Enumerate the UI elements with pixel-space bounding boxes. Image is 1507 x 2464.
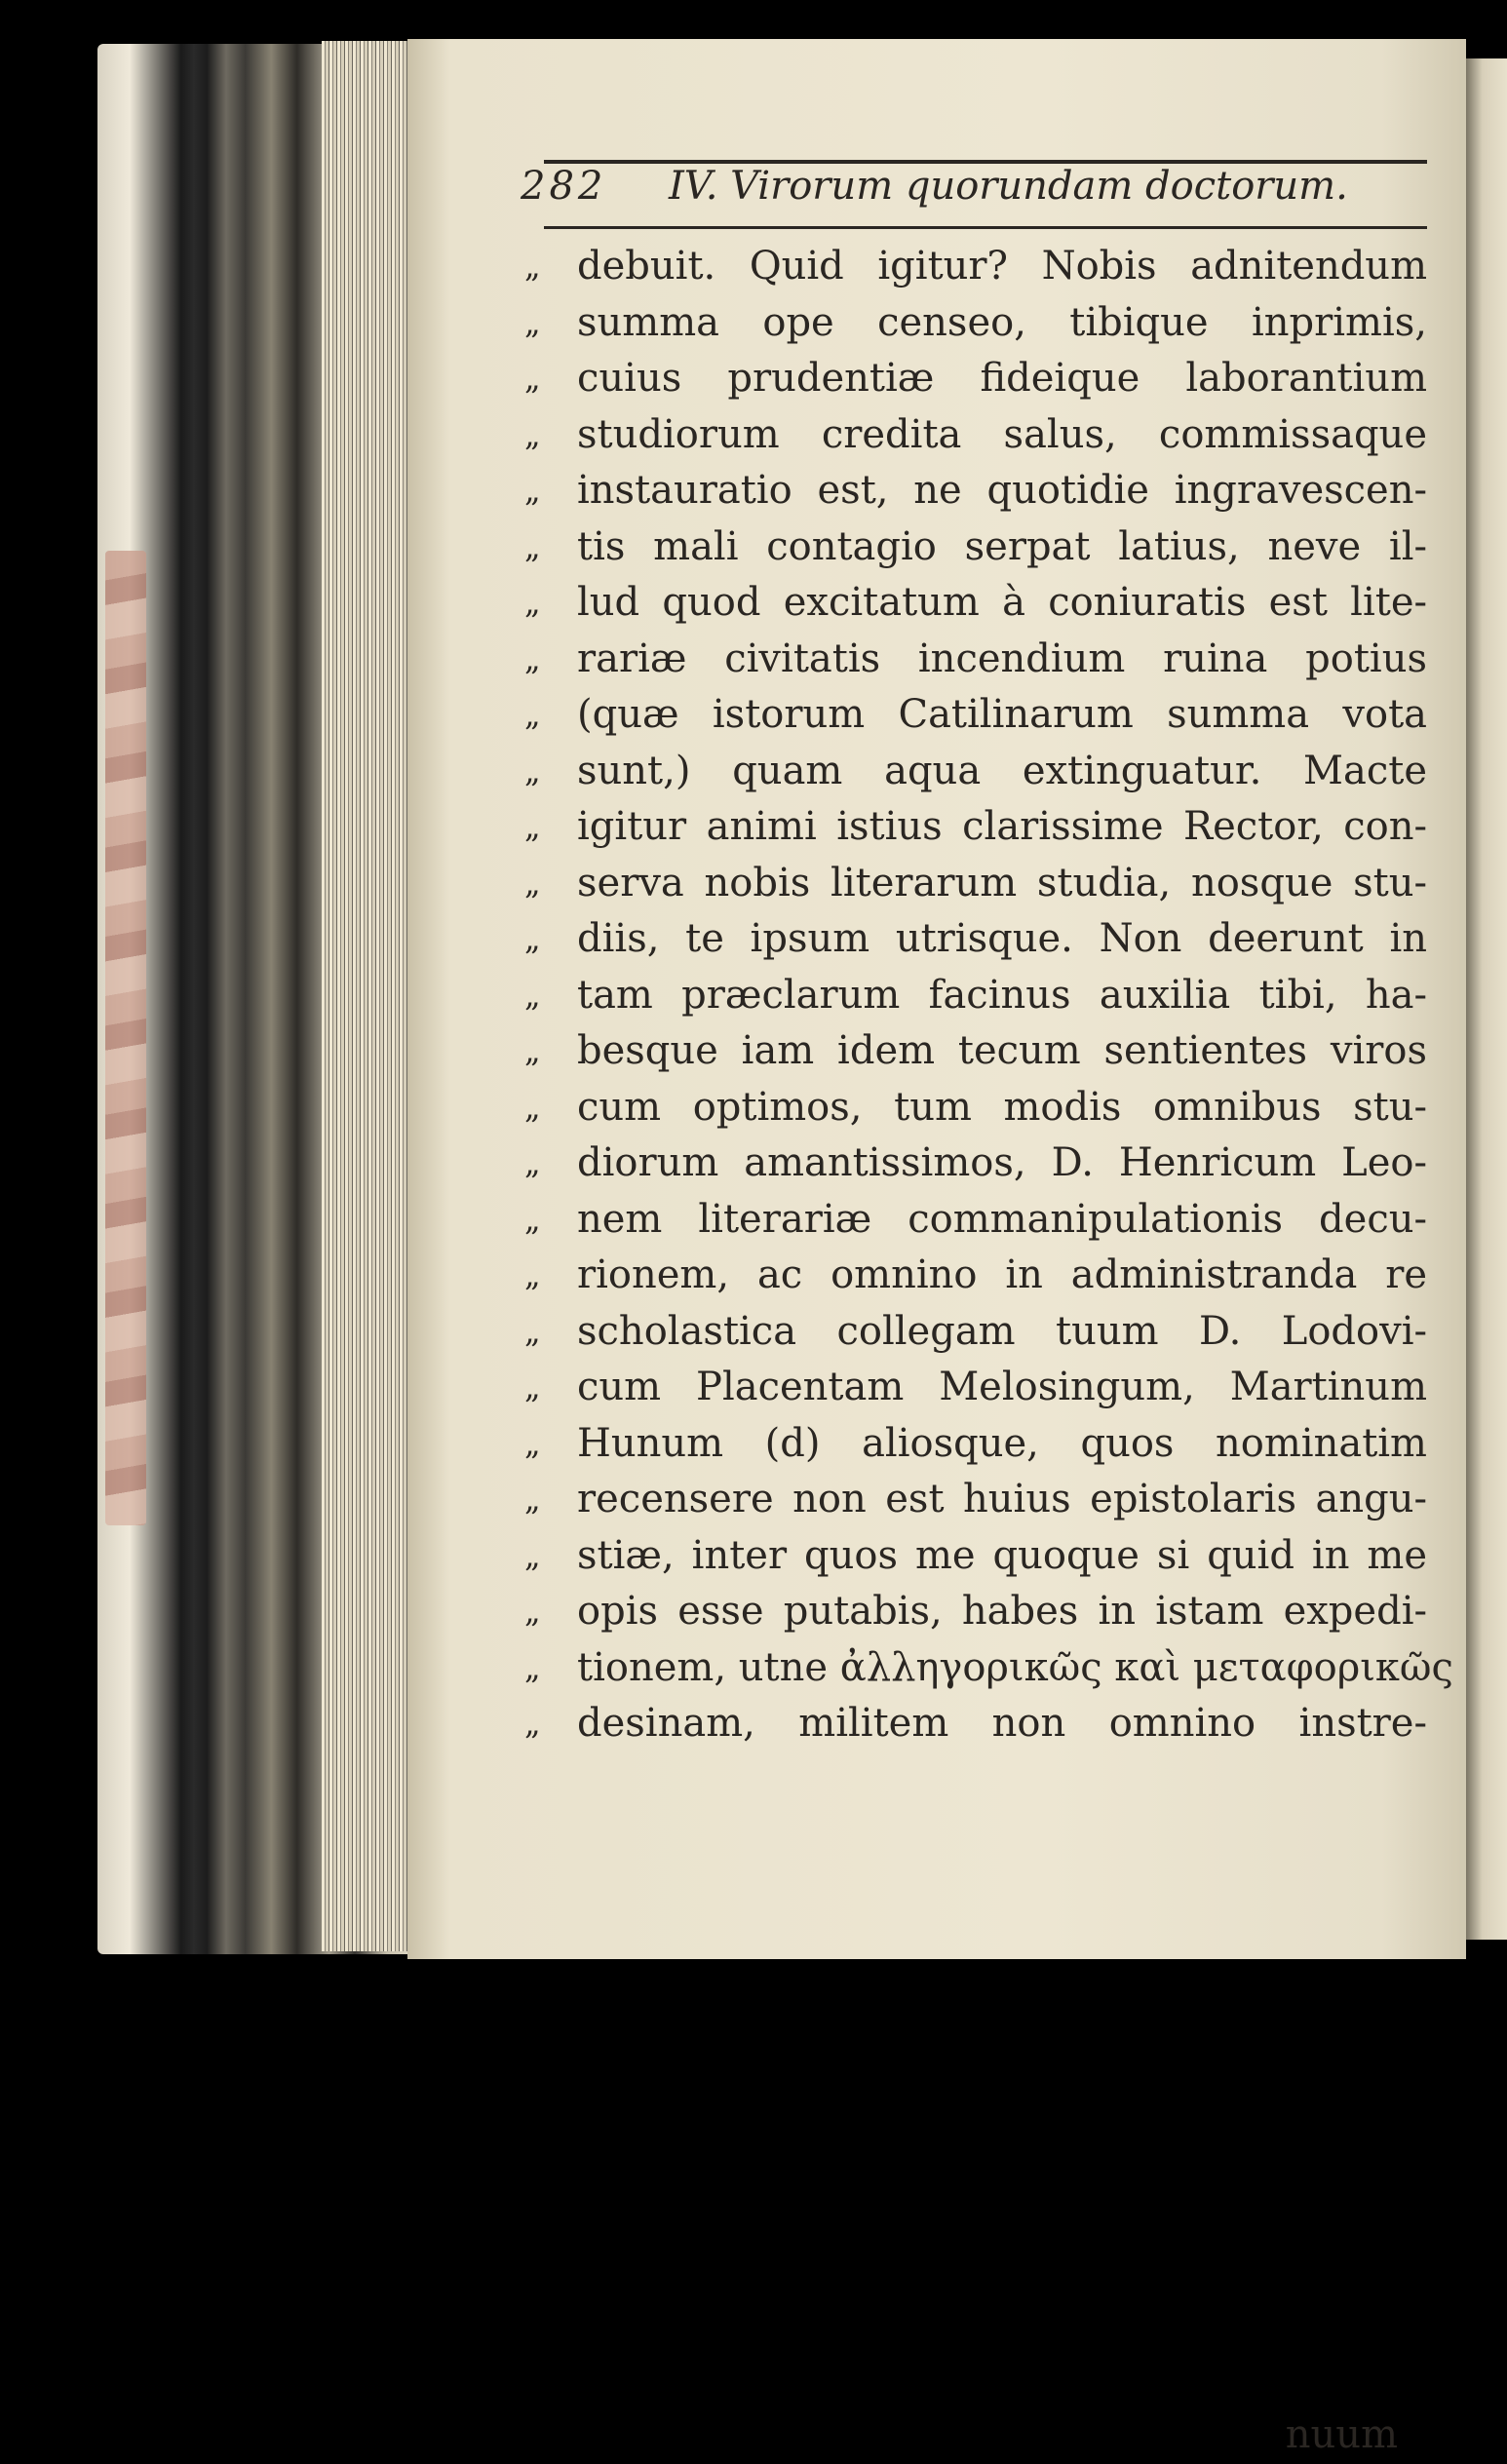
quote-mark: „ <box>524 472 541 509</box>
line-text: studiorum credita salus, commissaque <box>577 411 1427 457</box>
line-text: igitur animi istius clarissime Rector, con- <box>577 804 1427 849</box>
text-line <box>524 351 1441 407</box>
quote-mark: „ <box>524 303 541 341</box>
line-text: instauratio est, ne quotidie ingravescen- <box>577 468 1427 513</box>
text-line <box>524 1080 1441 1136</box>
line-text: desinam, militem non omnino instre- <box>577 1701 1427 1746</box>
line-text: cum optimos, tum modis omnibus stu- <box>577 1084 1427 1130</box>
quote-mark: „ <box>524 1705 541 1742</box>
text-line <box>524 1360 1441 1416</box>
text-line <box>524 575 1441 632</box>
text-line <box>524 856 1441 912</box>
page-number: 282 <box>521 164 607 209</box>
text-line <box>524 911 1441 968</box>
text-line <box>524 407 1441 464</box>
text-line <box>524 1528 1441 1585</box>
line-text: cuius prudentiæ fideique laborantium <box>577 356 1427 401</box>
quote-mark: „ <box>524 248 541 285</box>
page-edges <box>322 41 419 1951</box>
text-line <box>524 520 1441 576</box>
line-text: serva nobis literarum studia, nosque stu- <box>577 860 1427 905</box>
text-line <box>524 1304 1441 1361</box>
running-head <box>521 164 1427 222</box>
line-text: summa ope censeo, tibique inprimis, <box>577 299 1427 345</box>
line-text: besque iam idem tecum sentientes viros <box>577 1028 1427 1073</box>
line-text: tam præclarum facinus auxilia tibi, ha- <box>577 972 1427 1018</box>
quote-mark: „ <box>524 1648 541 1686</box>
text-line <box>524 968 1441 1024</box>
line-text: cum Placentam Melosingum, Martinum <box>577 1365 1427 1409</box>
line-text: diorum amantissimos, D. Henricum Leo- <box>577 1140 1427 1185</box>
catchword: nuum <box>1285 2412 1398 2457</box>
quote-mark: „ <box>524 1088 541 1126</box>
text-line <box>524 1136 1441 1192</box>
text-line <box>524 1248 1441 1304</box>
quote-mark: „ <box>524 808 541 845</box>
quote-mark: „ <box>524 864 541 902</box>
line-text: tis mali contagio serpat latius, neve il- <box>577 523 1427 569</box>
text-line <box>524 239 1441 295</box>
text-line <box>524 632 1441 688</box>
quote-mark: „ <box>524 751 541 789</box>
line-text: stiæ, inter quos me quoque si quid in me <box>577 1532 1427 1578</box>
text-line <box>524 1640 1453 1697</box>
quote-mark: „ <box>524 920 541 957</box>
quote-mark: „ <box>524 527 541 565</box>
quote-mark: „ <box>524 696 541 733</box>
text-line <box>524 687 1441 744</box>
text-line <box>524 1584 1441 1640</box>
quote-mark: „ <box>524 415 541 453</box>
line-text: recensere non est huius epistolaris angu- <box>577 1477 1427 1521</box>
text-line <box>524 1696 1441 1752</box>
header-title: IV. Virorum quorundam doctorum. <box>669 164 1348 209</box>
header-rule-bottom <box>544 226 1427 229</box>
line-text: lud quod excitatum à coniuratis est lite- <box>577 580 1427 625</box>
quote-mark: „ <box>524 1032 541 1069</box>
quote-mark: „ <box>524 584 541 621</box>
quote-mark: „ <box>524 360 541 397</box>
quote-mark: „ <box>524 1256 541 1293</box>
line-text: diis, te ipsum utrisque. Non deerunt in <box>577 916 1427 961</box>
line-text: Hunum (d) aliosque, quos nominatim <box>577 1420 1427 1466</box>
text-line <box>524 1416 1441 1473</box>
quote-mark: „ <box>524 1481 541 1518</box>
quote-mark: „ <box>524 1536 541 1574</box>
text-line <box>524 1472 1441 1528</box>
line-text: scholastica collegam tuum D. Lodovi- <box>577 1308 1427 1354</box>
text-line <box>524 295 1441 352</box>
text-line <box>524 1192 1441 1249</box>
line-text: debuit. Quid igitur? Nobis adnitendum <box>577 244 1427 289</box>
quote-mark: „ <box>524 1368 541 1405</box>
quote-mark: „ <box>524 1593 541 1630</box>
text-line <box>524 1023 1441 1080</box>
quote-mark: „ <box>524 976 541 1014</box>
quote-mark: „ <box>524 1312 541 1350</box>
line-text: (quæ istorum Catilinarum summa vota <box>577 692 1427 737</box>
text-line <box>524 799 1441 856</box>
line-text: rariæ civitatis incendium ruina potius <box>577 635 1427 681</box>
body-text <box>524 239 1453 1752</box>
quote-mark: „ <box>524 1200 541 1238</box>
line-text: tionem, utne ἀλληγορικῶς καὶ μεταφορικῶς <box>577 1644 1453 1690</box>
text-line <box>524 463 1441 520</box>
facing-page-edge <box>1466 58 1507 1940</box>
line-text: opis esse putabis, habes in istam expedi- <box>577 1589 1427 1634</box>
text-line <box>524 744 1441 800</box>
line-text: sunt,) quam aqua extinguatur. Macte <box>577 748 1427 793</box>
line-text: nem literariæ commanipulationis decu- <box>577 1196 1427 1242</box>
quote-mark: „ <box>524 1424 541 1462</box>
quote-mark: „ <box>524 1144 541 1181</box>
quote-mark: „ <box>524 639 541 677</box>
line-text: rionem, ac omnino in administranda re <box>577 1252 1427 1297</box>
